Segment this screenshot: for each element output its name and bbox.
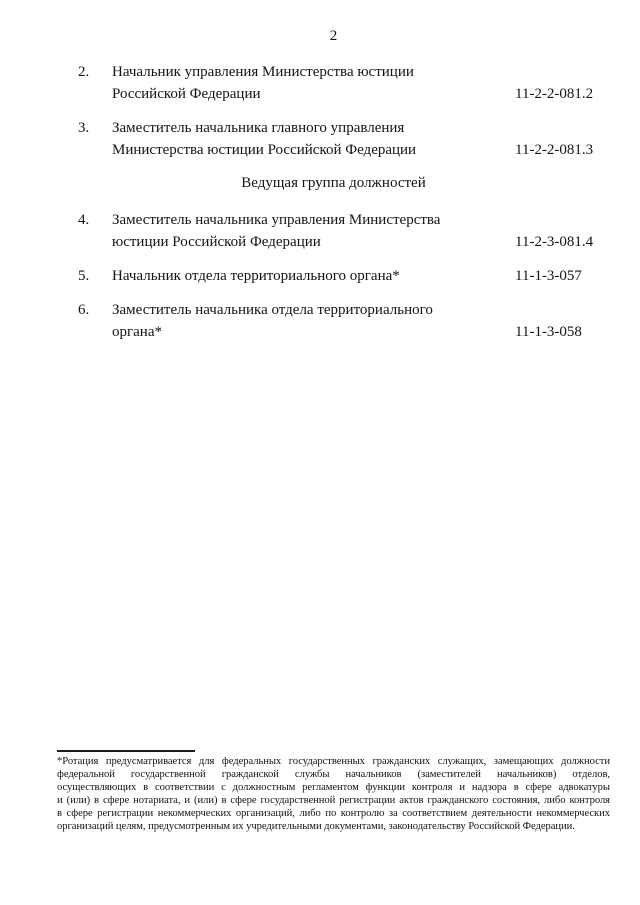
position-title-line: юстиции Российской Федерации [112,234,321,250]
position-number: 5. [78,268,90,284]
footnote [57,750,610,833]
position-number: 4. [78,212,90,228]
position-title-line: Заместитель начальника главного управления [112,120,405,136]
position-title-line: Российской Федерации [112,86,261,102]
position-row [78,299,610,343]
footnote-line: организаций целям, предусмотренным их учредительными документами, законодательству Российской Федерации. [57,820,575,832]
footnote-line: *Ротация предусматривается для федеральных государственных гражданских служащих, замещающих должности [57,756,610,767]
group-heading: Ведущая группа должностей [241,175,426,191]
position-title-line: Заместитель начальника управления Министерства [112,212,441,228]
position-title [112,209,450,253]
position-title-line: Начальник отдела территориального органа* [112,268,400,284]
position-title-line: органа* [112,324,162,340]
footnote-line: и (или) в сфере нотариата, и (или) в сфере государственной регистрации актов гражданского состояния, либо контроля [57,794,610,806]
position-number: 2. [78,64,90,80]
footnote-line: федеральной государственной гражданской службы начальников (заместителей начальников) отделов, [57,768,610,780]
position-number: 3. [78,120,90,136]
position-code: 11-1-3-057 [515,268,582,284]
position-code: 11-1-3-058 [515,324,582,340]
positions-list [78,61,610,343]
position-number: 6. [78,302,90,318]
position-code: 11-2-3-081.4 [515,234,594,250]
position-title [112,265,450,287]
position-row [78,265,610,287]
footnote-text [57,756,610,833]
position-title-line: Заместитель начальника отдела территориального [112,302,433,318]
position-row [78,209,610,253]
footnote-line: в сфере регистрации некоммерческих организаций, либо по контролю за соответствием деятельности некоммерческих [57,807,610,819]
position-title-line: Министерства юстиции Российской Федерации [112,142,417,158]
position-row [78,117,610,161]
position-title [112,61,450,105]
position-code: 11-2-2-081.3 [515,142,594,158]
position-title [112,117,450,161]
position-code: 11-2-2-081.2 [515,86,594,102]
position-title [112,299,450,343]
position-title-line: Начальник управления Министерства юстиции [112,64,414,80]
footnote-rule [57,750,195,752]
page-number: 2 [329,28,338,44]
footnote-line: осуществляющих в соответствии с должностным регламентом функции контроля и надзора в сфере адвокатуры [57,781,610,793]
position-row [78,61,610,105]
